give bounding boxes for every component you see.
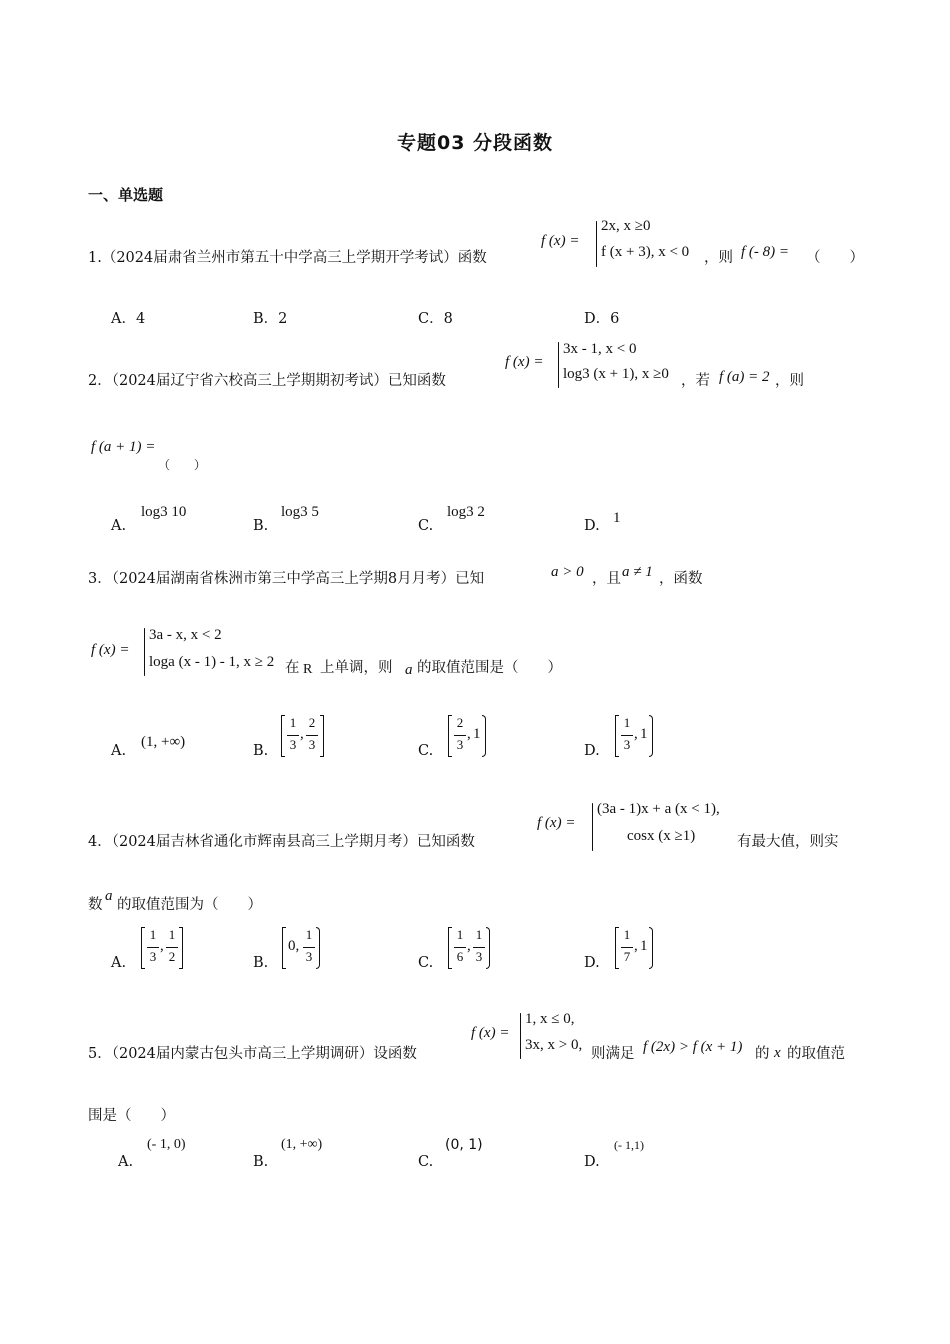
fraction-numerator: 1 [456, 927, 464, 942]
q3-option-c-label[interactable]: C. [418, 743, 434, 759]
right-paren [316, 927, 320, 969]
q3-case-2: loga (x - 1) - 1, x ≥ 2 [149, 654, 275, 670]
q2-mid: ，若 [681, 373, 710, 389]
fraction-bar [287, 735, 299, 736]
q1-option-b[interactable]: B．2 [253, 311, 288, 327]
q5-mid: 则满足 [591, 1046, 635, 1062]
lower-bound: 0, [288, 938, 300, 954]
question-4-lead: 4．（2024届吉林省通化市辉南县高三上学期月考）已知函数 [88, 834, 475, 850]
q3-condition-2: a ≠ 1 [622, 564, 653, 580]
upper-bound: 1 [473, 726, 481, 742]
fraction-bar [303, 947, 315, 948]
q5-option-b-value[interactable]: (1, +∞) [281, 1137, 323, 1152]
q2-option-a-value[interactable]: log3 10 [141, 504, 187, 520]
fraction-numerator: 1 [289, 715, 297, 730]
q1-option-c[interactable]: C．8 [418, 311, 453, 327]
fraction-bar [166, 947, 178, 948]
q2-tail: ，则 [775, 373, 804, 389]
fraction-bar [621, 947, 633, 948]
left-bracket [141, 927, 145, 969]
q3-option-b-label[interactable]: B. [253, 743, 269, 759]
q5-option-d-label[interactable]: D. [584, 1154, 600, 1170]
fraction-bar [473, 947, 485, 948]
q5-case-2: 3x, x > 0, [525, 1037, 583, 1053]
q2-expression: f (a + 1) = [91, 439, 156, 455]
q1-case-1: 2x, x ≥0 [601, 218, 651, 234]
right-paren [649, 715, 653, 757]
left-bracket [615, 715, 619, 757]
q1-function-name: f (x) = [541, 233, 580, 249]
q3-real-set: R [303, 662, 313, 677]
right-paren [482, 715, 486, 757]
q2-option-c-label[interactable]: C. [418, 518, 434, 534]
q2-option-d-label[interactable]: D. [584, 518, 600, 534]
q2-piecewise-brace [558, 342, 559, 388]
left-bracket [448, 715, 452, 757]
q4-case-1: (3a - 1)x + a (x < 1), [597, 801, 720, 817]
upper-bound: 1 [640, 938, 648, 954]
question-2-lead: 2．（2024届辽宁省六校高三上学期期初考试）已知函数 [88, 373, 446, 389]
fraction-denominator: 3 [305, 949, 313, 964]
q2-case-2: log3 (x + 1), x ≥0 [563, 366, 669, 382]
q5-option-b-label[interactable]: B. [253, 1154, 269, 1170]
q1-case-2: f (x + 3), x < 0 [601, 244, 690, 260]
q1-ask: ，则 [704, 250, 733, 266]
comma: , [467, 938, 471, 954]
left-bracket [282, 927, 286, 969]
q1-option-d[interactable]: D．6 [584, 311, 620, 327]
fraction-denominator: 3 [308, 737, 316, 752]
comma: , [467, 726, 471, 742]
fraction-bar [454, 947, 466, 948]
left-bracket [281, 715, 285, 757]
right-paren [486, 927, 490, 969]
q2-answer-paren: （ ） [158, 458, 207, 472]
q2-option-c-value[interactable]: log3 2 [447, 504, 485, 520]
q3-option-d-label[interactable]: D. [584, 743, 600, 759]
fraction-bar [306, 735, 318, 736]
right-bracket [179, 927, 183, 969]
q3-function-word: ，函数 [659, 571, 703, 587]
q5-option-c-label[interactable]: C. [418, 1154, 434, 1170]
q4-function-name: f (x) = [537, 815, 576, 831]
q5-option-a-value[interactable]: (- 1, 0) [147, 1137, 186, 1152]
q3-tail: 的取值范围是（ ） [417, 660, 562, 676]
left-bracket [615, 927, 619, 969]
fraction-numerator: 1 [149, 927, 157, 942]
q5-line2: 围是（ ） [88, 1108, 175, 1124]
question-3-lead: 3．（2024届湖南省株洲市第三中学高三上学期8月月考）已知 [88, 571, 485, 587]
fraction-denominator: 3 [623, 737, 631, 752]
fraction-numerator: 1 [623, 715, 631, 730]
q5-option-a-label[interactable]: A. [118, 1154, 134, 1170]
q5-tail: 的取值范 [787, 1046, 845, 1062]
q5-option-c-value[interactable]: (0, 1) [445, 1137, 483, 1153]
fraction-numerator: 2 [456, 715, 464, 730]
q5-piecewise-brace [520, 1013, 521, 1059]
comma: , [634, 938, 638, 954]
q1-answer-paren: （ ） [806, 250, 864, 266]
q2-case-1: 3x - 1, x < 0 [563, 341, 637, 357]
q5-inequality: f (2x) > f (x + 1) [643, 1039, 743, 1055]
q1-piecewise-brace [596, 221, 597, 267]
q1-option-a[interactable]: A．4 [111, 311, 146, 327]
q2-condition: f (a) = 2 [719, 369, 770, 385]
comma: , [160, 938, 164, 954]
fraction-denominator: 7 [623, 949, 631, 964]
q3-option-a-label[interactable]: A. [111, 743, 127, 759]
upper-bound: 1 [640, 726, 648, 742]
section-heading: 一、单选题 [88, 186, 164, 204]
fraction-numerator: 2 [308, 715, 316, 730]
q4-line2-end: 的取值范围为（ ） [117, 897, 262, 913]
q3-in: 在 [285, 660, 300, 676]
q4-option-a-label[interactable]: A. [111, 955, 127, 971]
question-5-lead: 5．（2024届内蒙古包头市高三上学期调研）设函数 [88, 1046, 417, 1062]
q5-option-d-value[interactable]: (- 1,1) [614, 1138, 644, 1152]
fraction-bar [621, 735, 633, 736]
fraction-denominator: 2 [168, 949, 176, 964]
question-1-lead: 1.（2024届肃省兰州市第五十中学高三上学期开学考试）函数 [88, 250, 487, 266]
fraction-numerator: 1 [475, 927, 483, 942]
q2-option-b-label[interactable]: B. [253, 518, 269, 534]
fraction-bar [454, 735, 466, 736]
q2-function-name: f (x) = [505, 354, 544, 370]
q2-option-d-value[interactable]: 1 [613, 510, 621, 526]
fraction-denominator: 6 [456, 949, 464, 964]
q3-function-name: f (x) = [91, 642, 130, 658]
q3-condition-1: a > 0 [551, 564, 584, 580]
fraction-numerator: 1 [623, 927, 631, 942]
left-bracket [448, 927, 452, 969]
page-title: 专题03 分段函数 [396, 132, 554, 154]
q4-option-d-label[interactable]: D. [584, 955, 600, 971]
q2-option-b-value[interactable]: log3 5 [281, 504, 319, 520]
q3-variable-a: a [405, 662, 413, 678]
right-bracket [320, 715, 324, 757]
q5-function-name: f (x) = [471, 1025, 510, 1041]
q3-piecewise-brace [144, 628, 145, 676]
q4-option-b-label[interactable]: B. [253, 955, 269, 971]
q3-monotone: 上单调，则 [320, 660, 393, 676]
fraction-denominator: 3 [149, 949, 157, 964]
fraction-numerator: 1 [168, 927, 176, 942]
q4-tail: 有最大值，则实 [737, 834, 839, 850]
q1-expression: f (- 8) = [741, 244, 790, 260]
q3-and: ，且 [592, 571, 621, 587]
right-paren [649, 927, 653, 969]
comma: , [634, 726, 638, 742]
q2-option-a-label[interactable]: A. [111, 518, 127, 534]
fraction-denominator: 3 [475, 949, 483, 964]
q3-case-1: 3a - x, x < 2 [149, 627, 222, 643]
q4-option-c-label[interactable]: C. [418, 955, 434, 971]
q4-line2-start: 数 [88, 897, 103, 913]
fraction-denominator: 3 [289, 737, 297, 752]
fraction-bar [147, 947, 159, 948]
q3-option-a-value[interactable]: (1, +∞) [141, 734, 186, 750]
comma: , [300, 726, 304, 742]
fraction-denominator: 3 [456, 737, 464, 752]
q4-piecewise-brace [592, 803, 593, 851]
q5-case-1: 1, x ≤ 0, [525, 1011, 575, 1027]
q5-of: 的 [755, 1046, 770, 1062]
q4-variable-a: a [105, 888, 113, 904]
q5-variable-x: x [774, 1045, 781, 1061]
fraction-numerator: 1 [305, 927, 313, 942]
q4-case-2: cosx (x ≥1) [627, 828, 696, 844]
